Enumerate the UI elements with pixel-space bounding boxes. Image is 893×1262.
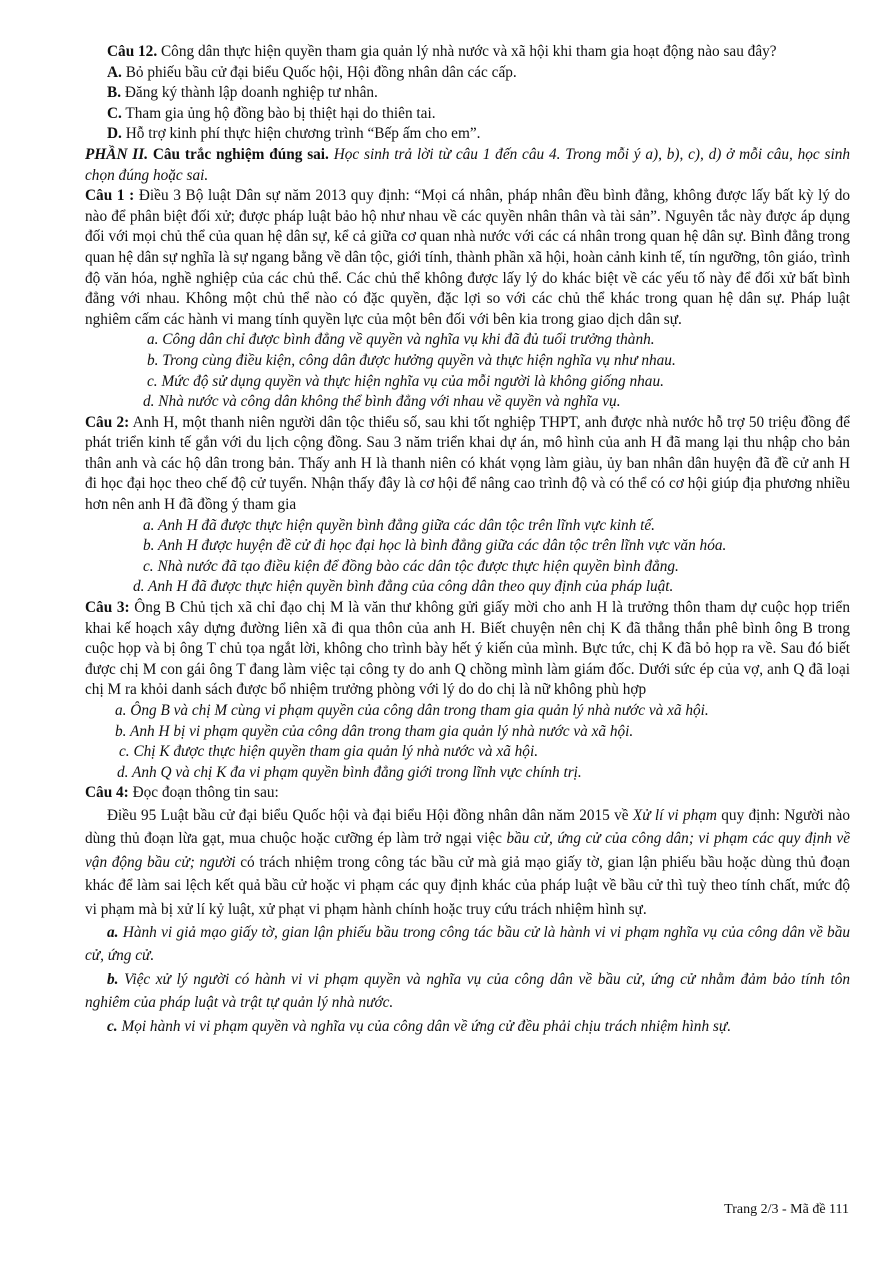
statement-2-item-b: b. Anh H được huyện đề cử đi học đại học là bình đẳng giữa các dân tộc trên lĩnh vực văn hóa. [143,537,727,555]
statement-1-item-c: c. Mức độ sử dụng quyền và thực hiện nghĩa vụ của mỗi người là không giống nhau. [147,372,664,390]
statement-3 [85,598,850,701]
part-2-instruction: Học sinh trả lời từ câu 1 đến câu 4. Trong mỗi ý a), b), c), d) ở mỗi câu, học sinh chọn đúng hoặc sai. [85,145,851,184]
part-2-title: Câu trắc nghiệm đúng sai. [148,145,329,163]
statement-4 [85,783,850,804]
statement-2-item-c: c. Nhà nước đã tạo điều kiện để đồng bào các dân tộc được thực hiện quyền bình đẳng. [143,557,679,575]
passage-part-1: Điều 95 Luật bầu cử đại biểu Quốc hội và đại biểu Hội đồng nhân dân năm 2015 về [107,806,633,824]
statement-1-text: Điều 3 Bộ luật Dân sự năm 2013 quy định: “Mọi cá nhân, pháp nhân đều bình đẳng, không được lấy bất kỳ lý do nào để phân biệt đối xử; được pháp luật bảo hộ như nhau về các quyền nhân thân và tài sản”. Nguyên tắc này được áp dụng đối với mọi chủ thể của quan hệ dân sự, kể cả giữa cơ quan nhà nước với các cá nhân trong quan hệ dân sự. Bình đẳng trong quan hệ dân sự nghĩa là sự ngang bằng về dân tộc, giới tính, thành phần xã hội, hoàn cảnh kinh tế, tín ngưỡng, tôn giáo, trình độ văn hóa, nghề nghiệp của các chủ thể. Các chủ thể không được lấy lý do khác biệt về các yếu tố này để đối xử bất bình đẳng với nhau. Không một chủ thể nào có đặc quyền, đặc lợi so với các chủ thể khác trong quan hệ dân sự. Pháp luật nghiêm cấm các hành vi mang tính quyền lực của một bên đối với bên kia trong giao dịch dân sự. [85,187,850,328]
passage-italic-2: bầu cử, ứng cử của công dân; vi phạm các quy định về vận động bầu cử; người [85,830,850,871]
passage-italic-1: Xử lí vi phạm [632,806,717,824]
statement-4-item-c [85,1015,850,1038]
statement-3-item-b: b. Anh H bị vi phạm quyền của công dân trong tham gia quản lý nhà nước và xã hội. [115,722,634,740]
question-12 [85,42,850,63]
page-footer: Trang 2/3 - Mã đề 111 [724,1202,849,1217]
statement-1-item-b: b. Trong cùng điều kiện, công dân được hưởng quyền và thực hiện nghĩa vụ như nhau. [147,351,676,369]
statement-2-item-d: d. Anh H đã được thực hiện quyền bình đẳng của công dân theo quy định của pháp luật. [133,578,674,596]
option-c [85,104,850,125]
statement-4-item-c-label: c. [107,1017,118,1035]
passage-part-2: quy định: Người nào dùng thủ đoạn lừa gạt, mua chuộc hoặc cưỡng ép làm trở ngại việc [85,806,850,848]
statement-4-item-b [85,968,850,1015]
statement-4-label: Câu 4: [85,784,129,802]
option-a-text: Bỏ phiếu bầu cử đại biểu Quốc hội, Hội đồng nhân dân các cấp. [121,63,517,81]
statement-3-text: Ông B Chủ tịch xã chỉ đạo chị M là văn thư không gửi giấy mời cho anh H là trưởng thôn tham dự cuộc họp triển khai kế hoạch xây dựng đường liên xã đi qua thôn của anh H. Biết chuyện nên chị K đã thẳng thắn phê bình ông B trong cuộc họp và bị ông T chủ tọa ngắt lời, không cho trình bày hết ý kiến của mình. Bực tức, chị K đã bỏ họp ra về. Sau đó biết được chị M con gái ông T đang làm việc tại công ty do anh Q chồng mình làm giám đốc. Dưới sức ép của vợ, anh Q đã loại chị M ra khỏi danh sách được bổ nhiệm trưởng phòng với lý do do chị là nữ không phù hợp [85,599,850,699]
statement-4-item-b-text: Việc xử lý người có hành vi vi phạm quyền và nghĩa vụ của công dân về bầu cử, ứng cử nhằm đảm bảo tính tôn nghiêm của pháp luật và trật tự quản lý nhà nước. [85,970,850,1012]
option-d-text: Hỗ trợ kinh phí thực hiện chương trình “Bếp ấm cho em”. [121,125,481,143]
statement-2 [85,413,850,516]
statement-1-item-d: d. Nhà nước và công dân không thể bình đẳng với nhau về quyền và nghĩa vụ. [143,393,621,411]
statement-3-item-c: c. Chị K được thực hiện quyền tham gia quản lý nhà nước và xã hội. [119,743,539,761]
statement-4-passage [85,804,850,921]
part-2-label: PHẦN II. [85,145,149,163]
statement-1 [85,186,850,330]
option-c-text: Tham gia ủng hộ đồng bào bị thiệt hại do thiên tai. [121,104,436,122]
part-2-heading [85,145,850,186]
question-12-text: Công dân thực hiện quyền tham gia quản lý nhà nước và xã hội khi tham gia hoạt động nào sau đây? [157,43,777,60]
option-c-label: C. [107,104,122,122]
statement-3-item-a: a. Ông B và chị M cùng vi phạm quyền của công dân trong tham gia quản lý nhà nước và xã hội. [115,702,709,719]
passage-part-3: có trách nhiệm trong công tác bầu cử mà giả mạo giấy tờ, gian lận phiếu bầu hoặc dùng thủ đoạn khác để làm sai lệch kết quả bầu cử hoặc vi phạm các quy định khác của pháp luật về bầu cử thì tuỳ theo tính chất, mức độ vi phạm mà bị xử lí kỷ luật, xử phạt vi phạm hành chính hoặc truy cứu trách nhiệm hình sự. [85,853,850,918]
statement-1-item-a: a. Công dân chỉ được bình đẳng về quyền và nghĩa vụ khi đã đủ tuổi trưởng thành. [147,331,655,349]
statement-4-item-a [85,921,850,968]
statement-2-text: Anh H, một thanh niên người dân tộc thiểu số, sau khi tốt nghiệp THPT, anh được nhà nước hỗ trợ 50 triệu đồng để phát triển kinh tế gắn với du lịch cộng đồng. Sau 3 năm triển khai dự án, mô hình của anh H đã mang lại thu nhập cho bản thân anh và các hộ dân trong bản. Thấy anh H là thanh niên có khát vọng làm giàu, ủy ban nhân dân huyện đã đề cử anh H đi học đại học theo chế độ cử tuyển. Nhận thấy đây là cơ hội để nâng cao trình độ và có thể có cơ hội giúp địa phương nhiều hơn nên anh H đã đồng ý tham gia [85,413,850,514]
statement-1-label: Câu 1 : [85,187,135,205]
statement-2-label: Câu 2: [85,413,130,431]
statement-4-intro: Đọc đoạn thông tin sau: [128,784,279,802]
option-a [85,63,850,84]
statement-2-item-a: a. Anh H đã được thực hiện quyền bình đẳng giữa các dân tộc trên lĩnh vực kinh tế. [143,516,655,534]
statement-4-item-c-text: Mọi hành vi vi phạm quyền và nghĩa vụ của công dân về ứng cử đều phải chịu trách nhiệm hình sự. [117,1017,732,1035]
option-b [85,83,850,104]
option-d [85,124,850,145]
exam-page [85,42,850,1038]
option-a-label: A. [107,63,122,81]
statement-4-item-a-label: a. [107,924,119,941]
statement-3-item-d: d. Anh Q và chị K đa vi phạm quyền bình đẳng giới trong lĩnh vực chính trị. [117,763,582,781]
statement-4-item-b-label: b. [107,970,119,988]
statement-4-item-a-text: Hành vi giả mạo giấy tờ, gian lận phiếu bầu trong công tác bầu cử là hành vi vi phạm nghĩa vụ của công dân về bầu cử, ứng cử. [85,924,850,965]
statement-3-label: Câu 3: [85,599,130,617]
option-b-text: Đăng ký thành lập doanh nghiệp tư nhân. [121,84,378,102]
question-12-label: Câu 12. [107,43,158,60]
option-b-label: B. [107,84,122,102]
option-d-label: D. [107,125,122,143]
